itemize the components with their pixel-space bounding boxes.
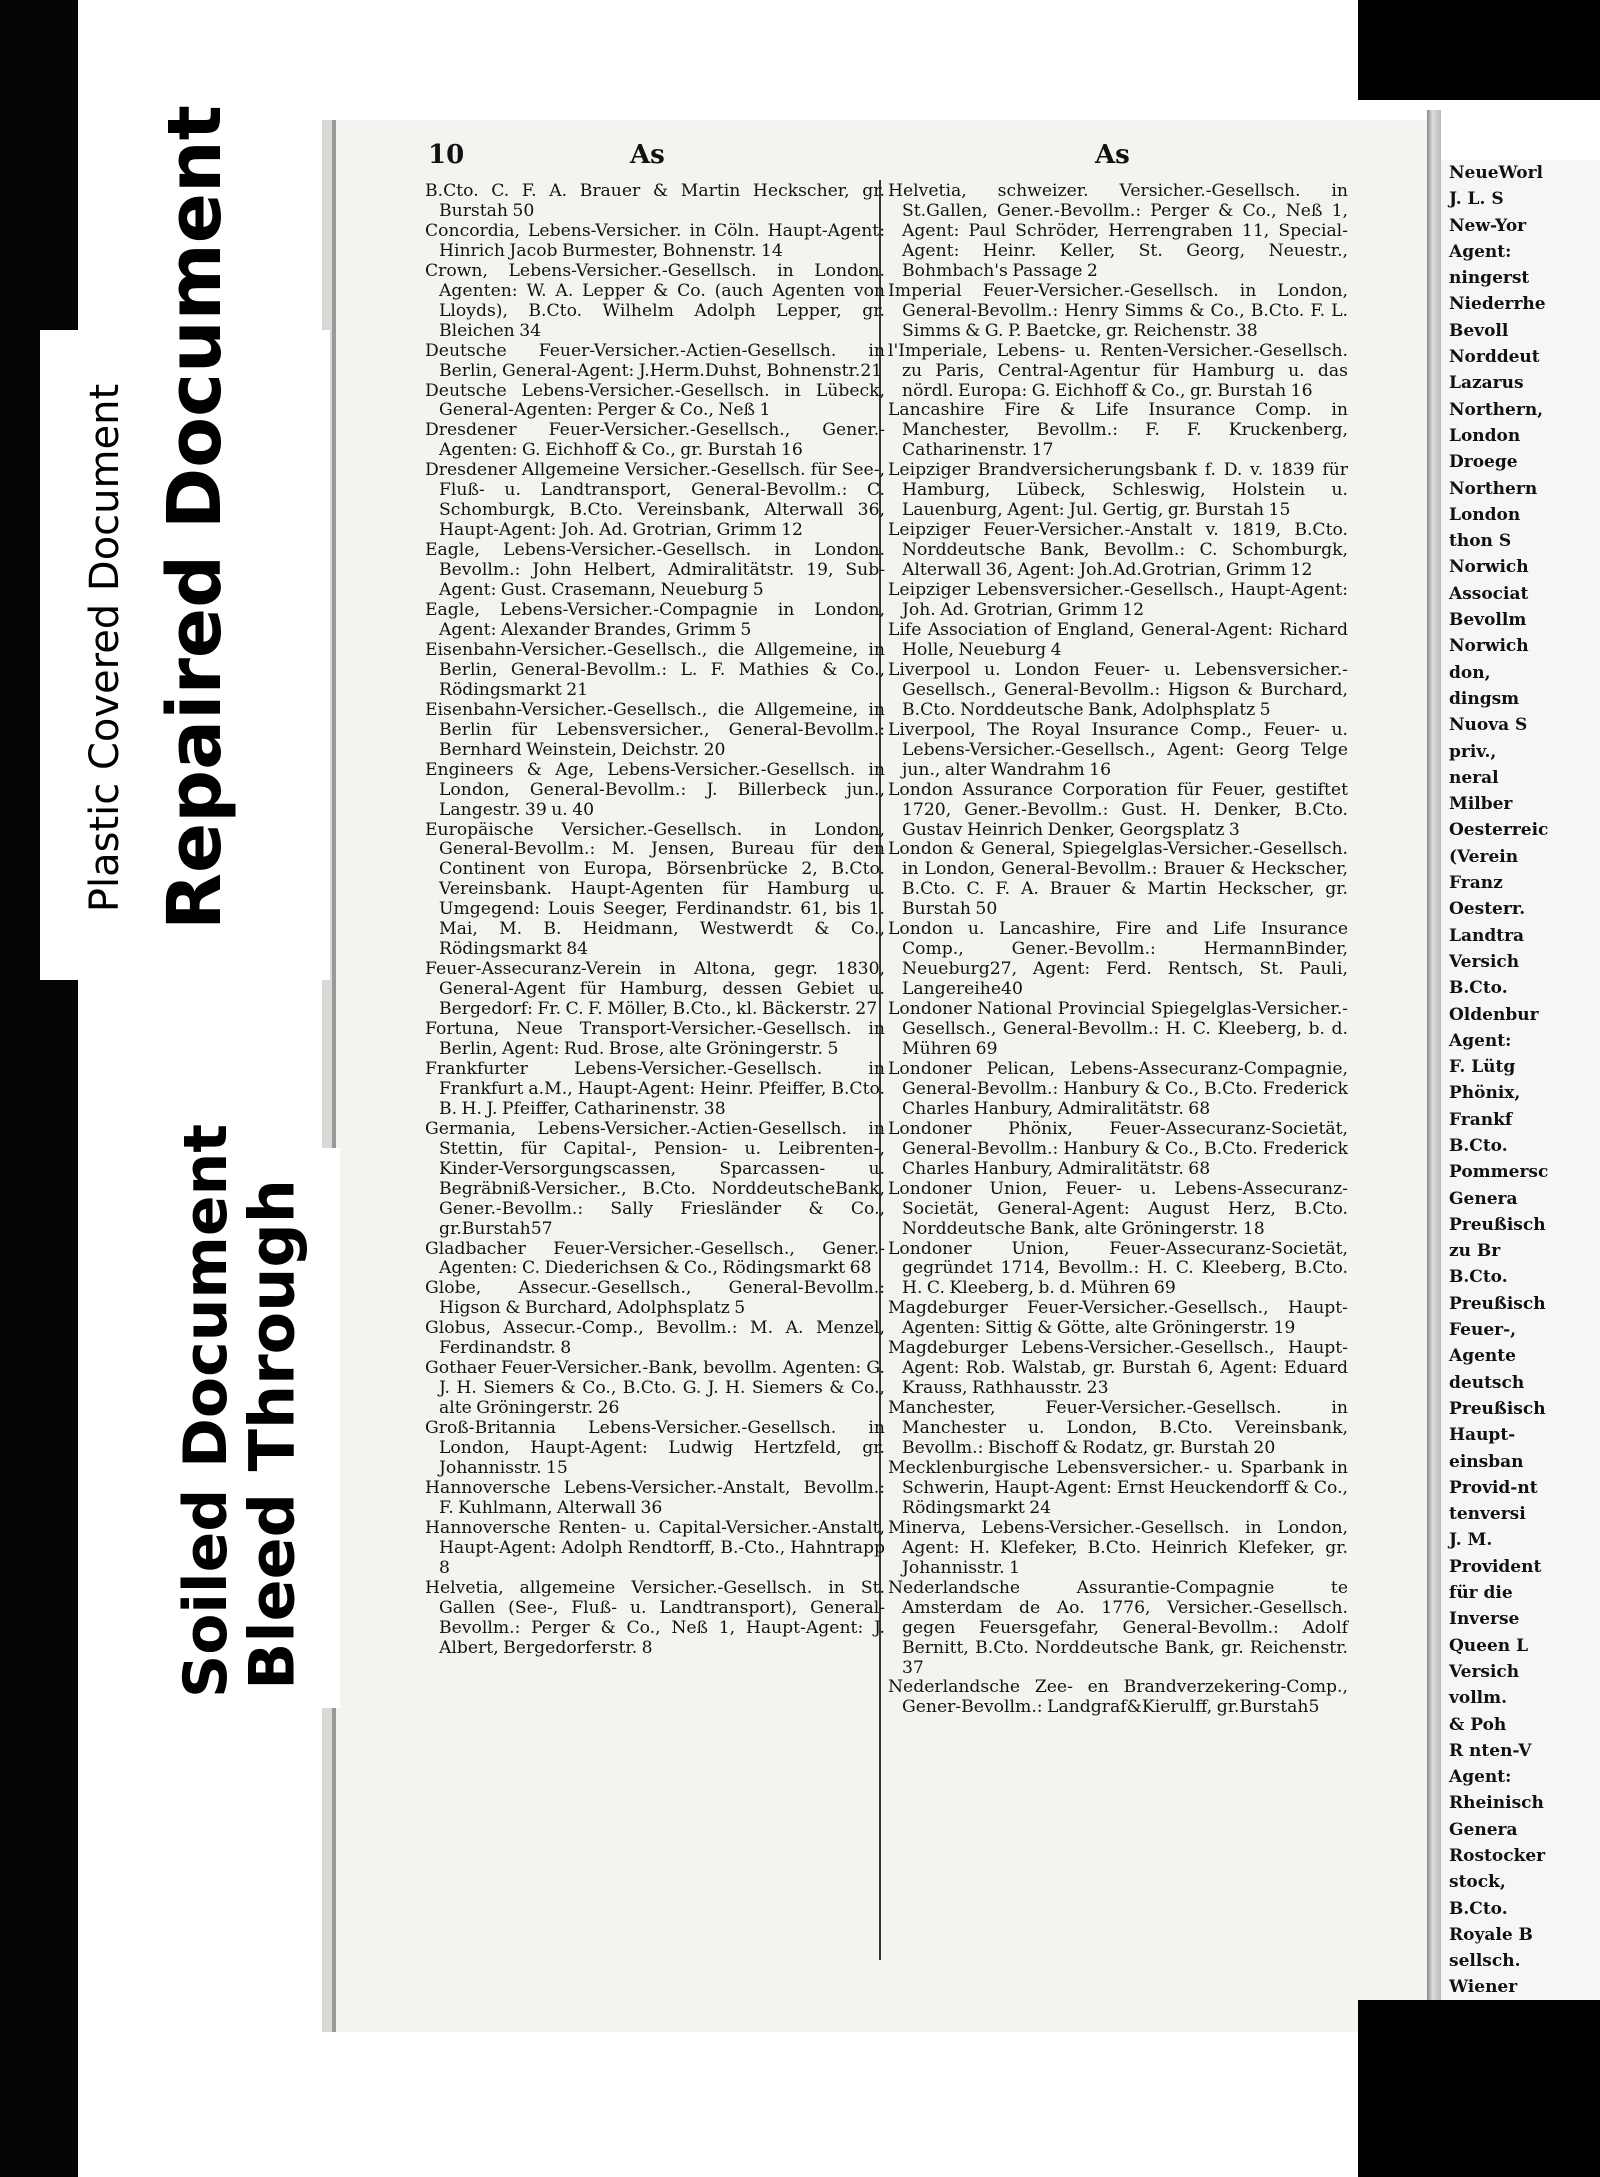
- bleed-through-line: Lazarus: [1449, 373, 1524, 394]
- directory-entry: Feuer-Assecuranz-Verein in Altona, gegr. 1830, General-Agent für Hamburg, dessen Gebiet u. Bergedorf: Fr. C. F. Möller, B.Cto., kl. Bäckerstr. 27: [425, 959, 885, 1020]
- bleed-through-line: Nuova S: [1449, 715, 1528, 736]
- directory-entry: Globus, Assecur.-Comp., Bevollm.: M. A. Menzel, Ferdinandstr. 8: [425, 1318, 885, 1359]
- directory-entry: Engineers & Age, Lebens-Versicher.-Gesellsch. in London, General-Bevollm.: J. Billerbeck jun., Langestr. 39 u. 40: [425, 759, 885, 820]
- bleed-through-line: Niederrhe: [1449, 294, 1546, 315]
- directory-entry: Liverpool u. London Feuer- u. Lebensversicher.-Gesellsch., General-Bevollm.: Higson & Burchard, B.Cto. Norddeutsche Bank, Adolphsplatz 5: [888, 659, 1348, 720]
- bleed-through-line: Versich: [1449, 1661, 1520, 1682]
- directory-entry: Deutsche Feuer-Versicher.-Actien-Gesellsch. in Berlin, General-Agent: J.Herm.Duhst, Bohnenstr.21: [425, 340, 885, 381]
- directory-entry: Leipziger Feuer-Versicher.-Anstalt v. 1819, B.Cto. Norddeutsche Bank, Bevollm.: C. Schomburgk, Alterwall 36, Agent: Joh.Ad.Grotrian, Grimm 12: [888, 520, 1348, 581]
- bleed-through-line: vollm.: [1449, 1688, 1508, 1709]
- directory-entry: Frankfurter Lebens-Versicher.-Gesellsch. in Frankfurt a.M., Haupt-Agent: Heinr. Pfeiffer, B.Cto. B. H. J. Pfeiffer, Catharinenstr. 38: [425, 1058, 885, 1119]
- directory-entry: London u. Lancashire, Fire and Life Insurance Comp., Gener.-Bevollm.: HermannBinder, Neueburg27, Agent: Ferd. Rentsch, St. Pauli, Langereihe40: [888, 919, 1348, 1000]
- directory-entry: Mecklenburgische Lebensversicher.- u. Sparbank in Schwerin, Haupt-Agent: Ernst Heuckendorff & Co., Rödingsmarkt 24: [888, 1458, 1348, 1518]
- directory-entry: Globe, Assecur.-Gesellsch., General-Bevollm.: Higson & Burchard, Adolphsplatz 5: [425, 1278, 885, 1319]
- directory-entry: London Assurance Corporation für Feuer, gestiftet 1720, Gener.-Bevollm.: Gust. H. Denker, B.Cto. Gustav Heinrich Denker, Georgsplatz 3: [888, 779, 1348, 840]
- directory-entry: Eisenbahn-Versicher.-Gesellsch., die Allgemeine, in Berlin, General-Bevollm.: L. F. Mathies & Co., Rödingsmarkt 21: [425, 639, 885, 700]
- bleed-through-line: Versich: [1449, 951, 1520, 972]
- bleed-through-line: Feuer-,: [1449, 1320, 1517, 1341]
- directory-entry: Europäische Versicher.-Gesellsch. in London, General-Bevollm.: M. Jensen, Bureau für den Continent von Europa, Börsenbrücke 2, B.Cto. Vereinsbank. Haupt-Agenten für Hamburg u. Umgegend: Louis Seeger, Ferdinandstr. 61, bis 1. Mai, M. B. Heidmann, Westwerdt & Co., Rödingsmarkt 84: [425, 819, 885, 960]
- directory-entry: Gladbacher Feuer-Versicher.-Gesellsch., Gener.-Agenten: C. Diederichsen & Co., Rödingsmarkt 68: [425, 1238, 885, 1279]
- bleed-through-line: Genera: [1449, 1188, 1518, 1209]
- directory-entry: Londoner Phönix, Feuer-Assecuranz-Societät, General-Bevollm.: Hanbury & Co., B.Cto. Frederick Charles Hanbury, Admiralitätstr. 68: [888, 1118, 1348, 1179]
- bleed-through-line: Bevollm: [1449, 610, 1527, 631]
- bleed-through-line: Preußisch: [1449, 1293, 1546, 1314]
- bleed-through-line: sellsch.: [1449, 1951, 1521, 1972]
- bleed-through-line: J. L. S: [1449, 189, 1504, 210]
- bleed-through-line: Landtra: [1449, 925, 1525, 946]
- bleed-through-line: Phönix,: [1449, 1083, 1521, 1104]
- directory-entry: Nederlandsche Zee- en Brandverzekering-Comp., Gener-Bevollm.: Landgraf&Kierulff, gr.Burstah5: [888, 1677, 1348, 1718]
- bleed-through-line: New-Yor: [1449, 215, 1527, 236]
- directory-entry: Nederlandsche Assurantie-Compagnie te Amsterdam de Ao. 1776, Versicher.-Gesellsch. gegen Feuersgefahr, General-Bevollm.: Adolf Bernitt, B.Cto. Norddeutsche Bank, gr. Reichenstr. 37: [888, 1577, 1348, 1678]
- header-left-letter: As: [630, 140, 665, 170]
- bleed-through-line: B.Cto.: [1449, 1267, 1508, 1288]
- directory-entry: Manchester, Feuer-Versicher.-Gesellsch. in Manchester u. London, B.Cto. Vereinsbank, Bevollm.: Bischoff & Rodatz, gr. Burstah 20: [888, 1398, 1348, 1459]
- bleed-through-line: R nten-V: [1449, 1740, 1532, 1761]
- label-repaired: Repaired Document: [152, 104, 238, 930]
- directory-entry: Londoner Pelican, Lebens-Assecuranz-Compagnie, General-Bevollm.: Hanbury & Co., B.Cto. Frederick Charles Hanbury, Admiralitätstr. 68: [888, 1058, 1348, 1119]
- bleed-through-line: Norwich: [1449, 557, 1529, 578]
- bleed-through-line: Agente: [1449, 1346, 1516, 1367]
- bleed-through-line: B.Cto.: [1449, 1135, 1508, 1156]
- bleed-through-line: Provident: [1449, 1556, 1542, 1577]
- bleed-through-line: deutsch: [1449, 1372, 1525, 1393]
- bleed-through-line: priv.,: [1449, 741, 1497, 762]
- bleed-through-line: Inverse: [1449, 1609, 1520, 1630]
- page-binding-edge: [1427, 110, 1441, 2040]
- bleed-through-line: Preußisch: [1449, 1214, 1546, 1235]
- bleed-through-line: dingsm: [1449, 688, 1520, 709]
- directory-entry: l'Imperiale, Lebens- u. Renten-Versicher.-Gesellsch. zu Paris, Central-Agentur für Hamburg u. das nördl. Europa: G. Eichhoff & Co., gr. Burstah 16: [888, 340, 1348, 401]
- bleed-through-line: Norddeut: [1449, 347, 1540, 368]
- bleed-through-line: Droege: [1449, 452, 1518, 473]
- directory-entry: Fortuna, Neue Transport-Versicher.-Gesellsch. in Berlin, Agent: Rud. Brose, alte Gröningerstr. 5: [425, 1019, 885, 1059]
- label-bleed-through: Bleed Through: [235, 1179, 309, 1690]
- bleed-through-line: Oesterr.: [1449, 899, 1526, 920]
- bleed-through-line: B.Cto.: [1449, 978, 1508, 999]
- bleed-through-line: Rheinisch: [1449, 1793, 1544, 1814]
- bleed-through-line: zu Br: [1449, 1241, 1501, 1262]
- bleed-through-line: Agent:: [1449, 1030, 1512, 1051]
- bleed-through-line: (Verein: [1449, 846, 1519, 867]
- bleed-through-line: stock,: [1449, 1872, 1506, 1893]
- directory-entry: Dresdener Allgemeine Versicher.-Gesellsch. für See-, Fluß- u. Landtransport, General-Bevollm.: C. Schomburgk, B.Cto. Vereinsbank, Alterwall 36, Haupt-Agent: Joh. Ad. Grotrian, Grimm 12: [425, 460, 885, 541]
- directory-entry: Groß-Britannia Lebens-Versicher.-Gesellsch. in London, Haupt-Agent: Ludwig Hertzfeld, gr. Johannisstr. 15: [425, 1418, 885, 1478]
- bleed-through-line: B.Cto.: [1449, 1898, 1508, 1919]
- directory-entry: Germania, Lebens-Versicher.-Actien-Gesellsch. in Stettin, für Capital-, Pension- u. Leibrenten-, Kinder-Versorgungscassen, Sparcassen- u. Begräbniß-Versicher., B.Cto. NorddeutscheBank, Gener.-Bevollm.: Sally Friesländer & Co., gr.Burstah57: [425, 1118, 885, 1239]
- bleed-through-line: Oesterreic: [1449, 820, 1549, 841]
- bleed-through-line: Associat: [1449, 583, 1529, 604]
- directory-entry: Magdeburger Feuer-Versicher.-Gesellsch., Haupt-Agenten: Sittig & Götte, alte Gröningerstr. 19: [888, 1298, 1348, 1339]
- directory-entry: Helvetia, allgemeine Versicher.-Gesellsch. in St. Gallen (See-, Fluß- u. Landtransport), General-Bevollm.: Perger & Co., Neß 1, Haupt-Agent: J. Albert, Bergedorferstr. 8: [425, 1577, 885, 1658]
- directory-entry: Eagle, Lebens-Versicher.-Compagnie in London, Agent: Alexander Brandes, Grimm 5: [425, 600, 885, 640]
- bleed-through-line: Oldenbur: [1449, 1004, 1539, 1025]
- black-tab-top: [1358, 0, 1600, 100]
- bleed-through-line: & Poh: [1449, 1714, 1507, 1735]
- scanner-dark-edge: [0, 0, 78, 2177]
- bleed-through-line: Agent:: [1449, 241, 1512, 262]
- right-column: [888, 182, 1348, 1718]
- bleed-through-line: einsban: [1449, 1451, 1524, 1472]
- directory-entry: Concordia, Lebens-Versicher. in Cöln. Haupt-Agent: Hinrich Jacob Burmester, Bohnenstr. 14: [425, 220, 885, 261]
- bleed-through-line: Bevoll: [1449, 320, 1509, 341]
- bleed-through-line: London: [1449, 425, 1521, 446]
- directory-entry: Leipziger Lebensversicher.-Gesellsch., Haupt-Agent: Joh. Ad. Grotrian, Grimm 12: [888, 580, 1348, 621]
- directory-entry: Hannoversche Renten- u. Capital-Versicher.-Anstalt, Haupt-Agent: Adolph Rendtorff, B.-Cto., Hahntrapp 8: [425, 1517, 885, 1578]
- directory-entry: Hannoversche Lebens-Versicher.-Anstalt, Bevollm.: F. Kuhlmann, Alterwall 36: [425, 1477, 885, 1518]
- directory-entry: Minerva, Lebens-Versicher.-Gesellsch. in London, Agent: H. Klefeker, B.Cto. Heinrich Klefeker, gr. Johannisstr. 1: [888, 1517, 1348, 1578]
- directory-entry: Londoner National Provincial Spiegelglas-Versicher.-Gesellsch., General-Bevollm.: H. C. Kleeberg, b. d. Mühren 69: [888, 999, 1348, 1059]
- bleed-through-line: neral: [1449, 767, 1499, 788]
- bleed-through-line: thon S: [1449, 531, 1512, 552]
- black-tab-bottom: [1358, 2000, 1600, 2177]
- bleed-through-line: F. Lütg: [1449, 1057, 1516, 1078]
- bleed-through-line: Royale B: [1449, 1924, 1533, 1945]
- directory-entry: Magdeburger Lebens-Versicher.-Gesellsch., Haupt-Agent: Rob. Walstab, gr. Burstah 6, Agent: Eduard Krauss, Rathhausstr. 23: [888, 1338, 1348, 1399]
- bleed-through-line: Provid-nt: [1449, 1477, 1538, 1498]
- bleed-through-line: Agent:: [1449, 1767, 1512, 1788]
- bleed-through-line: don,: [1449, 662, 1491, 683]
- directory-entry: Eagle, Lebens-Versicher.-Gesellsch. in London. Bevollm.: John Helbert, Admiralitätstr. 19, Sub-Agent: Gust. Crasemann, Neueburg 5: [425, 540, 885, 601]
- directory-entry: Dresdener Feuer-Versicher.-Gesellsch., Gener.-Agenten: G. Eichhoff & Co., gr. Burstah 16: [425, 420, 885, 461]
- label-repaired-plastic: [40, 104, 330, 980]
- directory-entry: Eisenbahn-Versicher.-Gesellsch., die Allgemeine, in Berlin für Lebensversicher., General-Bevollm.: Bernhard Weinstein, Deichstr. 20: [425, 699, 885, 760]
- directory-entry: Deutsche Lebens-Versicher.-Gesellsch. in Lübeck, General-Agenten: Perger & Co., Neß 1: [425, 380, 885, 421]
- directory-entry: Gothaer Feuer-Versicher.-Bank, bevollm. Agenten: G. J. H. Siemers & Co., B.Cto. G. J. H. Siemers & Co., alte Gröningerstr. 26: [425, 1358, 885, 1419]
- bleed-through-line: London: [1449, 504, 1521, 525]
- bleed-through-line: ningerst: [1449, 268, 1530, 289]
- bleed-through-line: Pommersc: [1449, 1162, 1549, 1183]
- left-column: [425, 182, 885, 1659]
- bleed-through-line: Northern,: [1449, 399, 1544, 420]
- directory-entry: Crown, Lebens-Versicher.-Gesellsch. in London. Agenten: W. A. Lepper & Co. (auch Agenten von Lloyds), B.Cto. Wilhelm Adolph Lepper, gr. Bleichen 34: [425, 260, 885, 341]
- bleed-through-line: für die: [1449, 1583, 1513, 1604]
- directory-entry: Londoner Union, Feuer- u. Lebens-Assecuranz-Societät, General-Agent: August Herz, B.Cto. Norddeutsche Bank, alte Gröningerstr. 18: [888, 1178, 1348, 1239]
- directory-entry: Leipziger Brandversicherungsbank f. D. v. 1839 für Hamburg, Lübeck, Schleswig, Holstein u. Lauenburg, Agent: Jul. Gertig, gr. Burstah 15: [888, 460, 1348, 521]
- bleed-through-line: Wiener: [1449, 1977, 1518, 1998]
- page-number: 10: [428, 140, 465, 170]
- adjacent-page-bleed: [1441, 160, 1600, 2000]
- bleed-through-line: Milber: [1449, 794, 1513, 815]
- bleed-through-line: Preußisch: [1449, 1398, 1546, 1419]
- directory-entry: London & General, Spiegelglas-Versicher.-Gesellsch. in London, General-Bevollm.: Brauer & Heckscher, B.Cto. C. F. A. Brauer & Martin Heckscher, gr. Burstah 50: [888, 839, 1348, 920]
- label-plastic-covered: Plastic Covered Document: [82, 383, 128, 913]
- bleed-through-line: Franz: [1449, 873, 1503, 894]
- directory-entry: Lancashire Fire & Life Insurance Comp. in Manchester, Bevollm.: F. F. Kruckenberg, Catharinenstr. 17: [888, 400, 1348, 461]
- directory-entry: Life Association of England, General-Agent: Richard Holle, Neueburg 4: [888, 619, 1348, 660]
- label-soiled: Soiled Document: [171, 1123, 241, 1698]
- bleed-through-line: NeueWorl: [1449, 163, 1543, 183]
- bleed-through-line: tenversi: [1449, 1504, 1526, 1525]
- bleed-through-line: Genera: [1449, 1819, 1518, 1840]
- bleed-through-line: Rostocker: [1449, 1846, 1546, 1866]
- bleed-through-line: Northern: [1449, 478, 1538, 499]
- bleed-through-line: Frankf: [1449, 1109, 1513, 1130]
- directory-entry: Londoner Union, Feuer-Assecuranz-Societät, gegründet 1714, Bevollm.: H. C. Kleeberg, B.Cto. H. C. Kleeberg, b. d. Mühren 69: [888, 1238, 1348, 1299]
- bleed-through-line: J. M.: [1449, 1530, 1493, 1551]
- bleed-through-line: Queen L: [1449, 1635, 1529, 1656]
- directory-entry: B.Cto. C. F. A. Brauer & Martin Heckscher, gr. Burstah 50: [425, 181, 885, 221]
- directory-entry: Imperial Feuer-Versicher.-Gesellsch. in London, General-Bevollm.: Henry Simms & Co., B.Cto. F. L. Simms & G. P. Baetcke, gr. Reichenstr. 38: [888, 280, 1348, 341]
- directory-entry: Helvetia, schweizer. Versicher.-Gesellsch. in St.Gallen, Gener.-Bevollm.: Perger & Co., Neß 1, Agent: Paul Schröder, Herrengraben 11, Special-Agent: Heinr. Keller, St. Georg, Neuestr., Bohmbach's Passage 2: [888, 181, 1348, 281]
- bleed-through-line: Haupt-: [1449, 1425, 1516, 1446]
- header-right-letter: As: [1095, 140, 1130, 170]
- bleed-through-line: Norwich: [1449, 636, 1529, 657]
- directory-entry: Liverpool, The Royal Insurance Comp., Feuer- u. Lebens-Versicher.-Gesellsch., Agent: Georg Telge jun., alter Wandrahm 16: [888, 719, 1348, 780]
